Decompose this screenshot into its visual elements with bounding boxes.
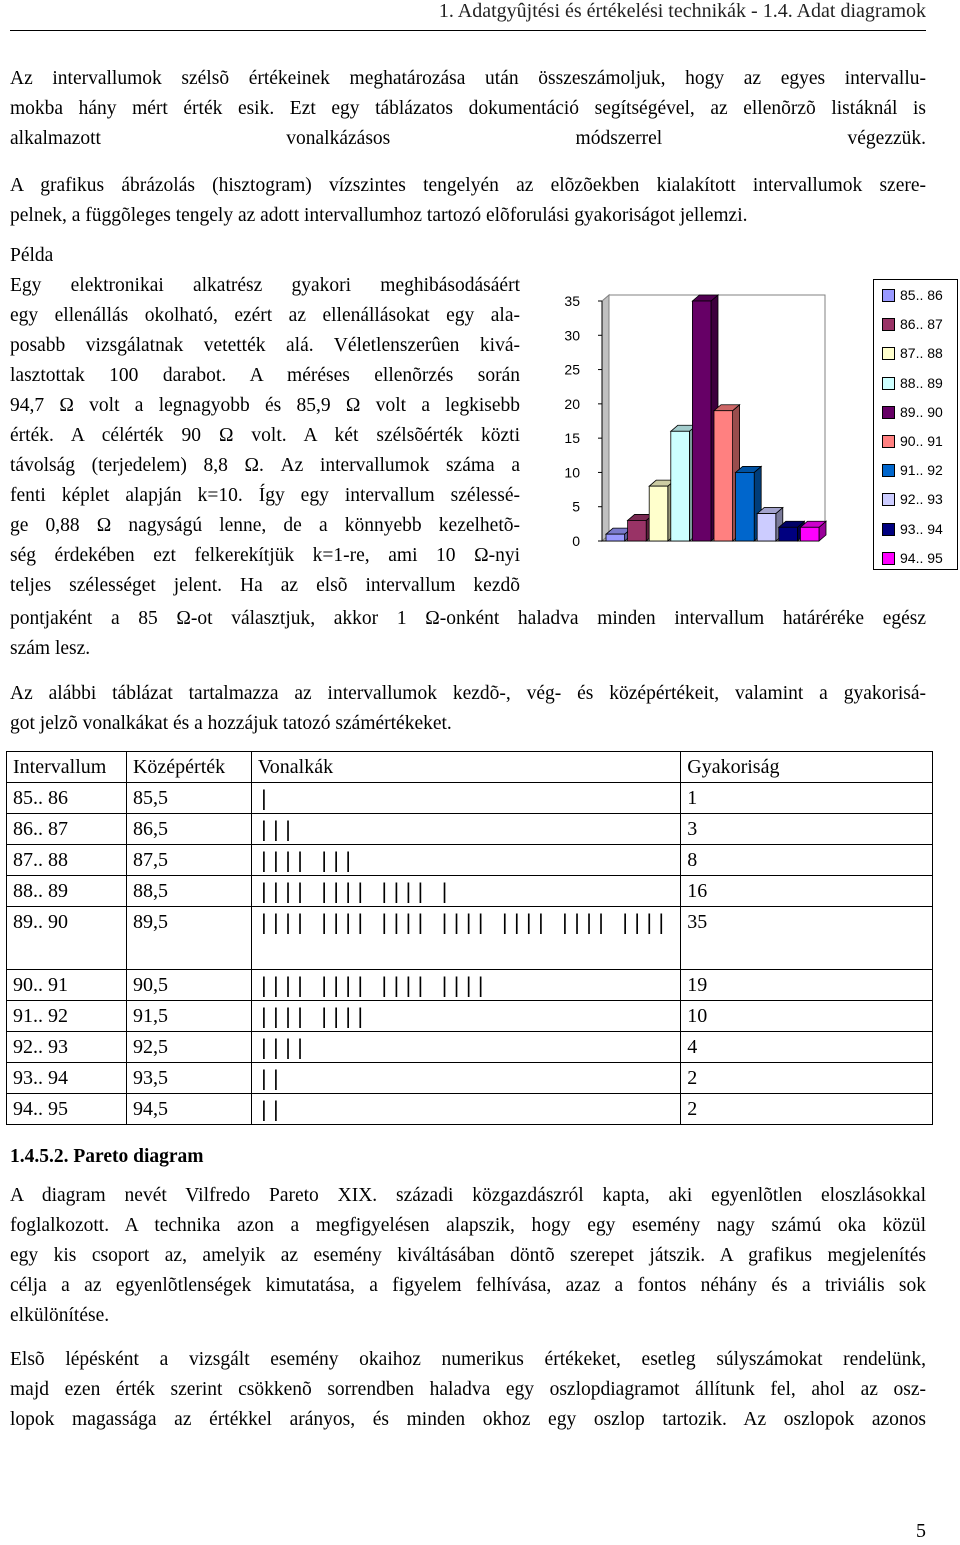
table-cell: 3	[681, 814, 933, 845]
table-cell: 90.. 91	[7, 970, 127, 1001]
table-cell: 8	[681, 845, 933, 876]
bar	[779, 527, 798, 541]
example-block	[10, 241, 520, 601]
section-heading: 1.4.5.2. Pareto diagram	[10, 1146, 204, 1167]
table-cell: 87,5	[126, 845, 251, 876]
table-cell: 93.. 94	[7, 1063, 127, 1094]
tally-marks: |||| |||	[251, 845, 680, 876]
text-line: ség érdekében ezt felkerekítjük k=1-re, ami 10 Ω-nyi	[10, 545, 520, 566]
tally-marks: |	[251, 783, 680, 814]
table-cell: 16	[681, 876, 933, 907]
text-line: lasztottak 100 darabot. A méréses ellenõrzés során	[10, 365, 520, 386]
y-tick-label: 15	[564, 430, 580, 447]
table-cell: 1	[681, 783, 933, 814]
legend-swatch	[882, 523, 895, 536]
table-cell: 92,5	[126, 1032, 251, 1063]
table-header-row	[7, 752, 933, 783]
table-row	[7, 907, 933, 970]
text-line: Az intervallumok szélsõ értékeinek meghatározása után összeszámoljuk, hogy az egyes intervallu-	[10, 68, 926, 89]
text-line: mokba hány mért érték esik. Ezt egy táblázatos dokumentáció segítségével, az ellenõrzõ listáknál is	[10, 98, 926, 119]
legend-label: 86.. 87	[900, 316, 943, 333]
table-cell: 85.. 86	[7, 783, 127, 814]
table-cell: 10	[681, 1001, 933, 1032]
legend-swatch	[882, 377, 895, 390]
table-row	[7, 1032, 933, 1063]
y-tick-label: 0	[572, 533, 580, 549]
text-line: foglalkozott. A technika azon a megfigyelésen alapszik, hogy egy esemény nagy számú oka közül	[10, 1215, 926, 1236]
table-intro	[10, 679, 926, 739]
table-row	[7, 1063, 933, 1094]
side-wall	[602, 295, 609, 541]
legend-swatch	[882, 552, 895, 565]
text-line: teljes szélességet jelent. Ha az elsõ intervallum kezdõ	[10, 575, 520, 596]
table-cell: 89,5	[126, 907, 251, 970]
tally-marks: |||	[251, 814, 680, 845]
text-line: pelnek, a függõleges tengely az adott intervallumhoz tartozó elõforulási gyakoriságot jellemzi.	[10, 205, 748, 226]
table-row	[7, 1001, 933, 1032]
legend-swatch	[882, 406, 895, 419]
text-line: egy kis csoport az, amelyik az esemény kiváltásában döntõ szerepet játszik. A grafikus megjelenítés	[10, 1245, 926, 1266]
table-row	[7, 876, 933, 907]
header-divider	[10, 30, 926, 31]
text-line: távolság (terjedelem) 8,8 Ω. Az intervallumok száma a	[10, 455, 520, 476]
tally-marks: |||| |||| |||| |||| |||| |||| ||||	[251, 907, 680, 970]
bar	[736, 472, 755, 541]
table-cell: 86,5	[126, 814, 251, 845]
text-line: got jelzõ vonalkákat és a hozzájuk tatozó számértékeket.	[10, 713, 452, 734]
text-line: fenti képlet alapján k=10. Így egy intervallum szélessé-	[10, 485, 520, 506]
legend-swatch	[882, 347, 895, 360]
table-row	[7, 1094, 933, 1125]
tally-marks: |||| ||||	[251, 1001, 680, 1032]
y-tick-label: 10	[564, 464, 580, 481]
header-cell: Középérték	[126, 752, 251, 783]
bar	[671, 431, 690, 541]
header-cell: Gyakoriság	[681, 752, 933, 783]
text-line: A grafikus ábrázolás (hisztogram) vízszintes tengelyén az elõzõekben kialakított intervallumok szere-	[10, 175, 926, 196]
table-cell: 89.. 90	[7, 907, 127, 970]
intro-paragraph-1	[10, 64, 926, 154]
text-line: posabb vizsgálatnak vetették alá. Véletlenszerûen kivá-	[10, 335, 520, 356]
legend-label: 88.. 89	[900, 374, 943, 391]
legend-label: 89.. 90	[900, 403, 943, 420]
legend-label: 94.. 95	[900, 549, 943, 566]
legend-swatch	[882, 493, 895, 506]
table-cell: 91,5	[126, 1001, 251, 1032]
pareto-paragraph-1	[10, 1181, 926, 1331]
text-line: szám lesz.	[10, 638, 91, 659]
frequency-table	[6, 751, 933, 1125]
intro-paragraph-2	[10, 171, 926, 231]
chart-legend	[873, 279, 958, 570]
bar	[606, 534, 625, 541]
legend-label: 92.. 93	[900, 491, 943, 508]
text-line: alkalmazott vonalkázásos módszerrel végezzük.	[10, 128, 926, 149]
example-continuation	[10, 604, 926, 664]
table-cell: 93,5	[126, 1063, 251, 1094]
legend-label: 87.. 88	[900, 345, 943, 362]
table-cell: 94.. 95	[7, 1094, 127, 1125]
text-line: Elsõ lépésként a vizsgált esemény okaihoz numerikus értékeket, esetleg súlyszámokat rendelünk,	[10, 1349, 926, 1370]
text-line: lopok magassága az értékkel arányos, és minden okhoz egy oszlop tartozik. Az oszlopok azonos	[10, 1409, 926, 1430]
text-line: A diagram nevét Vilfredo Pareto XIX. századi közgazdászról kapta, aki egyenlõtlen eloszlásokkal	[10, 1185, 926, 1206]
table-row	[7, 970, 933, 1001]
header-cell: Intervallum	[7, 752, 127, 783]
text-line: érték. A célérték 90 Ω volt. A két szélsõérték közti	[10, 425, 520, 446]
page-number: 5	[916, 1520, 926, 1542]
text-line: célja a az egyenlõtlenségek kimutatása, a figyelem felhívása, azaz a fontos néhány és a triviális sok	[10, 1275, 926, 1296]
table-cell: 4	[681, 1032, 933, 1063]
table-cell: 88.. 89	[7, 876, 127, 907]
tally-marks: ||	[251, 1063, 680, 1094]
table-cell: 35	[681, 907, 933, 970]
table-cell: 19	[681, 970, 933, 1001]
table-cell: 2	[681, 1063, 933, 1094]
table-cell: 86.. 87	[7, 814, 127, 845]
y-tick-label: 5	[572, 498, 580, 515]
bar	[757, 514, 776, 541]
table-row	[7, 814, 933, 845]
table-cell: 87.. 88	[7, 845, 127, 876]
legend-swatch	[882, 318, 895, 331]
table-row	[7, 783, 933, 814]
legend-swatch	[882, 464, 895, 477]
bar	[800, 527, 819, 541]
table-cell: 85,5	[126, 783, 251, 814]
text-line: Az alábbi táblázat tartalmazza az intervallumok kezdõ-, vég- és középértékeit, valamint a gyakorisá-	[10, 683, 926, 704]
legend-swatch	[882, 435, 895, 448]
legend-label: 91.. 92	[900, 462, 943, 479]
legend-label: 93.. 94	[900, 520, 943, 537]
bar	[692, 301, 711, 541]
bar	[649, 486, 668, 541]
text-line: majd ezen érték szerint csökkenõ sorrendben haladva egy oszlopdiagramot állítunk fel, ahol az osz-	[10, 1379, 926, 1400]
text-line: elkülönítése.	[10, 1305, 110, 1326]
tally-marks: ||	[251, 1094, 680, 1125]
tally-marks: ||||	[251, 1032, 680, 1063]
page-header: 1. Adatgyûjtési és értékelési technikák - 1.4. Adat diagramok	[438, 0, 926, 22]
bar	[628, 520, 647, 541]
text-line: pontjaként a 85 Ω-ot választjuk, akkor 1 Ω-onként haladva minden intervallum határéréke egész	[10, 608, 926, 629]
table-cell: 2	[681, 1094, 933, 1125]
y-tick-label: 20	[564, 395, 580, 412]
legend-label: 90.. 91	[900, 433, 943, 449]
y-tick-label: 25	[564, 361, 580, 378]
histogram-plot	[550, 278, 870, 578]
text-line: 94,7 Ω volt a legnagyobb és 85,9 Ω volt a legkisebb	[10, 395, 520, 416]
text-line: Egy elektronikai alkatrész gyakori meghibásodásáért	[10, 275, 520, 296]
table-cell: 92.. 93	[7, 1032, 127, 1063]
legend-swatch	[882, 289, 895, 302]
example-title: Példa	[10, 245, 54, 266]
text-line: ge 0,88 Ω nagyságú lenne, de a könnyebb kezelhetõ-	[10, 515, 520, 536]
table-cell: 88,5	[126, 876, 251, 907]
y-tick-label: 35	[564, 293, 580, 309]
table-row	[7, 845, 933, 876]
header-cell: Vonalkák	[251, 752, 680, 783]
table-cell: 90,5	[126, 970, 251, 1001]
bar	[714, 411, 733, 541]
legend-label: 85.. 86	[900, 287, 943, 303]
table-cell: 91.. 92	[7, 1001, 127, 1032]
table-cell: 94,5	[126, 1094, 251, 1125]
text-line: egy ellenállás okolható, ezért az ellenállásokat egy ala-	[10, 305, 520, 326]
tally-marks: |||| |||| |||| ||||	[251, 970, 680, 1001]
tally-marks: |||| |||| |||| |	[251, 876, 680, 907]
pareto-paragraph-2	[10, 1345, 926, 1435]
y-tick-label: 30	[564, 327, 580, 344]
